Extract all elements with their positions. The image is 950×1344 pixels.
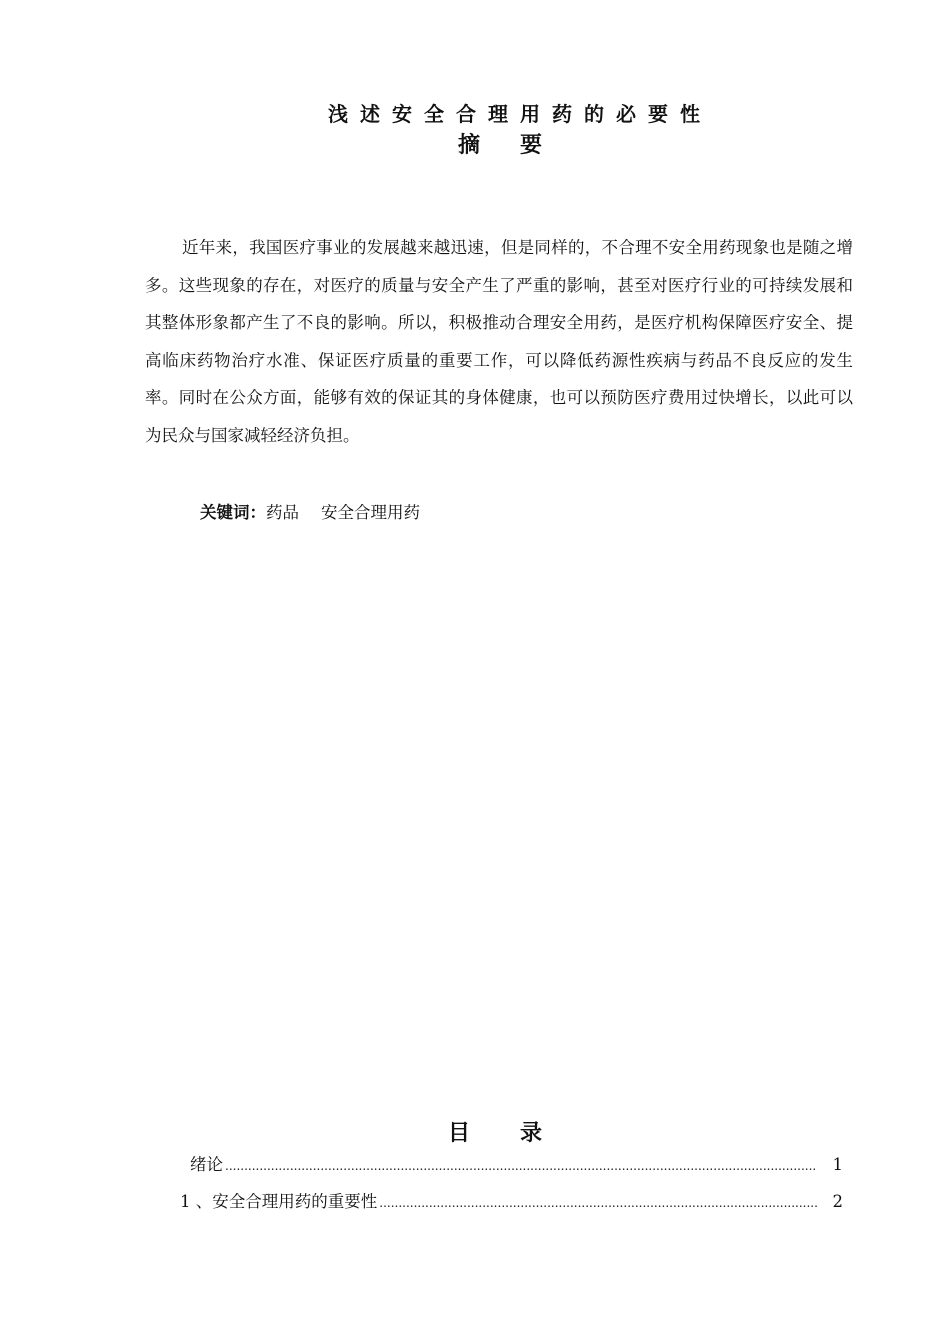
- keywords-line: [200, 500, 420, 526]
- toc-entry[interactable]: [180, 1189, 843, 1215]
- abstract-body: 近年来，我国医疗事业的发展越来越迅速，但是同样的，不合理不安全用药现象也是随之增多。这些现象的存在，对医疗的质量与安全产生了严重的影响，甚至对医疗行业的可持续发展和其整体形象都产生了不良的影响。所以，积极推动合理安全用药，是医疗机构保障医疗安全、提高临床药物治疗水准、保证医疗质量的重要工作，可以降低药源性疾病与药品不良反应的发生率。同时在公众方面，能够有效的保证其的身体健康，也可以预防医疗费用过快增长，以此可以为民众与国家减轻经济负担。: [145, 238, 853, 445]
- toc-entry-page: 1: [832, 1154, 843, 1174]
- keyword-item: 安全合理用药: [321, 503, 420, 522]
- toc-entry-label: 1 、安全合理用药的重要性: [180, 1191, 378, 1211]
- keywords-label: 关键词：: [200, 503, 266, 522]
- toc-entry-page: 2: [832, 1191, 843, 1211]
- toc-leader-dots: [379, 1189, 817, 1216]
- abstract-heading: 摘要: [457, 133, 582, 158]
- toc-leader-dots: [225, 1152, 817, 1179]
- toc-entry-label: 绪论: [190, 1154, 223, 1174]
- keyword-item: 药品: [266, 503, 299, 522]
- toc-entry[interactable]: [190, 1152, 843, 1178]
- document-title: 浅述安全合理用药的必要性: [328, 102, 712, 126]
- toc-heading: 目录: [447, 1121, 592, 1146]
